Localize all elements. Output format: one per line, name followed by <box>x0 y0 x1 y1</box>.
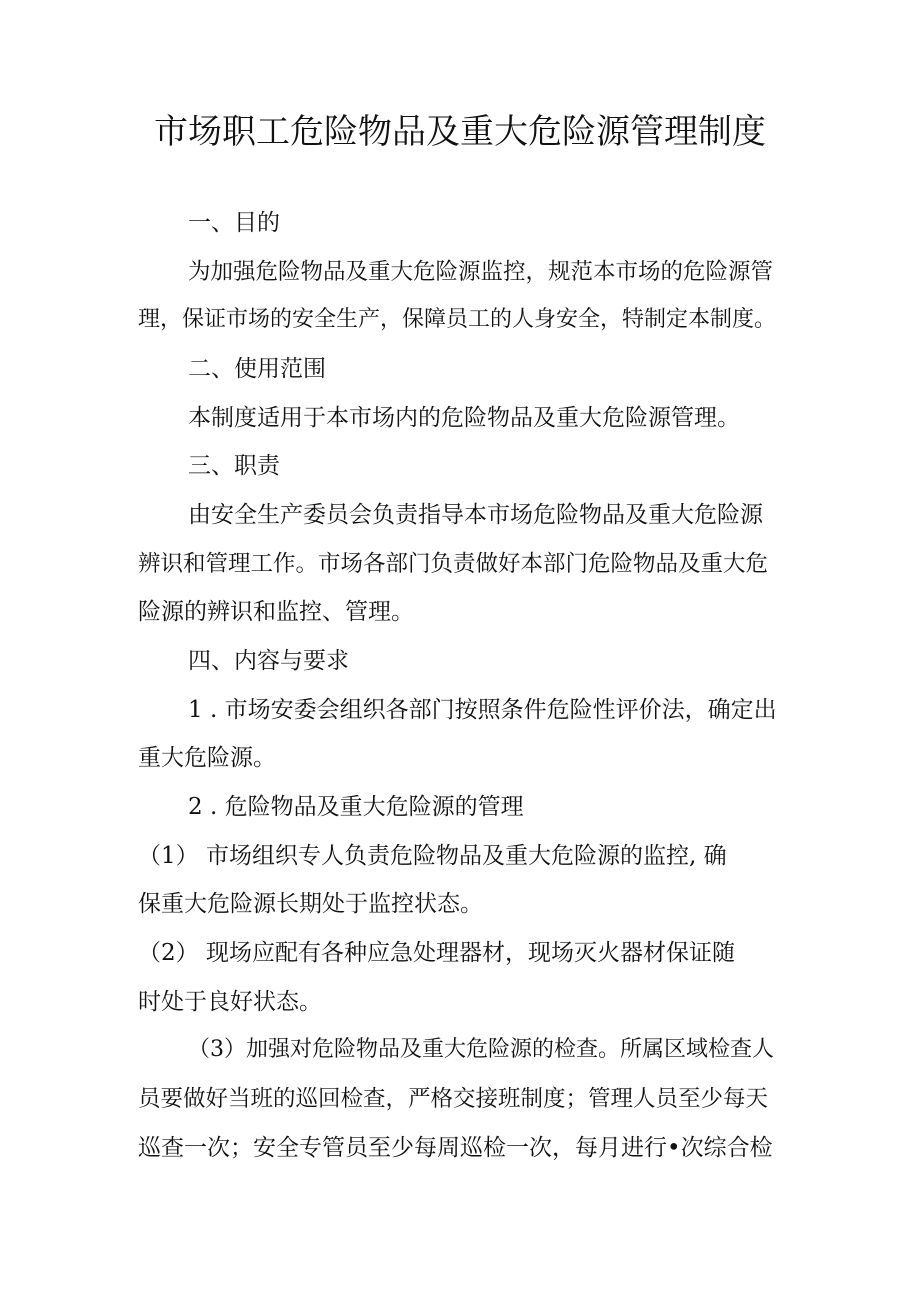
paragraph-line: 辨识和管理工作。市场各部门负责做好本部门危险物品及重大危 <box>138 551 769 577</box>
sub-item-line: 保重大危险源长期处于监控状态。 <box>138 891 483 917</box>
section-heading-requirements: 四、内容与要求 <box>188 648 349 674</box>
sub-item-line: 巡查一次；安全专管员至少每周巡检一次，每月进行•次综合检 <box>138 1135 773 1161</box>
section-heading-scope: 二、使用范围 <box>188 356 326 382</box>
sub-item-line: 员要做好当班的巡回检查，严格交接班制度；管理人员至少每天 <box>138 1086 769 1112</box>
sub-item-line: （2） 现场应配有各种应急处理器材，现场灭火器材保证随 <box>138 940 735 966</box>
section-heading-purpose: 一、目的 <box>188 210 280 236</box>
paragraph-line: 由安全生产委员会负责指导本市场危险物品及重大危险源 <box>188 502 763 528</box>
section-heading-duties: 三、职责 <box>188 453 280 479</box>
document-title: 市场职工危险物品及重大危险源管理制度 <box>154 112 766 152</box>
sub-item-line: （3）加强对危险物品及重大危险源的检查。所属区域检查人 <box>188 1037 774 1062</box>
sub-item-line: 时处于良好状态。 <box>138 989 322 1015</box>
list-item-line: 重大危险源。 <box>138 745 276 771</box>
paragraph-line: 理，保证市场的安全生产，保障员工的人身安全，特制定本制度。 <box>138 307 777 332</box>
sub-item-line: （1） 市场组织专人负责危险物品及重大危险源的监控, 确 <box>138 843 727 869</box>
list-item-line: 2 . 危险物品及重大危险源的管理 <box>188 794 524 820</box>
paragraph-line: 险源的辨识和监控、管理。 <box>138 599 414 625</box>
paragraph-line: 为加强危险物品及重大危险源监控，规范本市场的危险源管 <box>188 259 774 285</box>
paragraph-line: 本制度适用于本市场内的危险物品及重大危险源管理。 <box>188 405 740 431</box>
list-item-line: 1 . 市场安委会组织各部门按照条件危险性评价法，确定出 <box>188 697 777 723</box>
